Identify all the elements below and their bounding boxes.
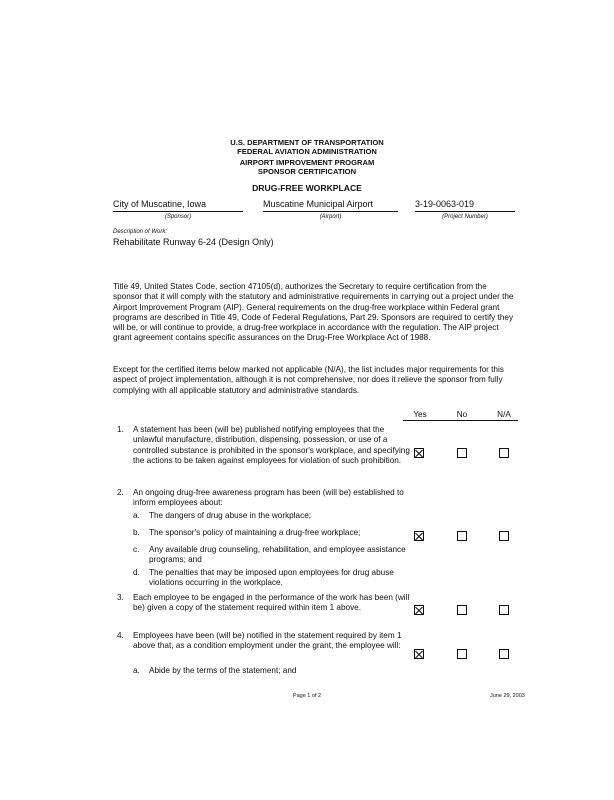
- item-number: 1.: [117, 425, 124, 434]
- airport-caption: (Airport): [319, 214, 342, 220]
- item-3-na-checkbox[interactable]: [499, 605, 509, 615]
- sub-text: The penalties that may be imposed upon employees for drug abuse violations occurring in the workplace.: [149, 568, 394, 588]
- sub-text: The dangers of drug abuse in the workplace;: [149, 511, 312, 520]
- column-na: N/A: [497, 410, 511, 419]
- work-description-caption: Description of Work:: [113, 229, 168, 235]
- sub-number: a.: [133, 511, 140, 520]
- item-4-yes-checkbox[interactable]: [414, 649, 424, 659]
- airport-field: Muscatine Municipal Airport: [263, 199, 398, 212]
- item-1-na-checkbox[interactable]: [499, 448, 509, 458]
- column-yes: Yes: [413, 410, 427, 419]
- sub-number: c.: [133, 545, 140, 554]
- item-text: An ongoing drug-free awareness program has been (will be) established to inform employees about:: [133, 488, 404, 508]
- sub-number: b.: [133, 528, 140, 537]
- sub-text: Abide by the terms of the statement; and: [149, 666, 297, 675]
- program-heading: AIRPORT IMPROVEMENT PROGRAM SPONSOR CERTIFICATION: [239, 158, 375, 176]
- item-1-yes-checkbox[interactable]: [414, 448, 424, 458]
- sponsor-caption: (Sponsor): [164, 214, 192, 220]
- item-3-no-checkbox[interactable]: [457, 605, 467, 615]
- item-number: 4.: [117, 631, 124, 640]
- work-description: Rehabilitate Runway 6-24 (Design Only): [113, 237, 274, 247]
- sub-text: The sponsor's policy of maintaining a drug-free workplace;: [149, 528, 361, 537]
- item-text: Employees have been (will be) notified in the statement required by item 1 above that, as a condition employment under the grant, the employee will:: [133, 631, 402, 651]
- form-title: DRUG-FREE WORKPLACE: [252, 183, 362, 193]
- item-2-no-checkbox[interactable]: [457, 531, 467, 541]
- sponsor-field: City of Muscatine, Iowa: [113, 199, 243, 212]
- item-number: 3.: [117, 593, 124, 602]
- dept-heading: U.S. DEPARTMENT OF TRANSPORTATION FEDERAL AVIATION ADMINISTRATION: [230, 138, 384, 156]
- revision-date: June 29, 2003: [490, 693, 525, 699]
- item-2-yes-checkbox[interactable]: [414, 531, 424, 541]
- exception-paragraph: Except for the certified items below marked not applicable (N/A), the list includes major requirements for this aspect of project implementation, although it is not comprehensive, nor does it relieve the sponsor from fully complying with all applicable statutory and administrative standards.: [113, 365, 504, 395]
- column-rule: [403, 420, 518, 421]
- intro-paragraph: Title 49, United States Code, section 47105(d), authorizes the Secretary to require certification from the sponsor that it will comply with the statutory and administrative requirements in carrying out a project under the Airport Improvement Program (AIP). General requirements on the drug-free workplace within Federal grant programs are described in Title 49, Code of Federal Regulations, Part 29. Sponsors are required to certify they will be, or will continue to provide, a drug-free workplace in accordance with the regulation. The AIP project grant agreement contains specific assurances on the Drug-Free Workplace Act of 1988.: [113, 282, 514, 343]
- page-number: Page 1 of 2: [292, 693, 322, 699]
- item-1-no-checkbox[interactable]: [457, 448, 467, 458]
- column-no: No: [456, 410, 468, 419]
- item-4-no-checkbox[interactable]: [457, 649, 467, 659]
- project-number-field: 3-19-0063-019: [415, 199, 515, 212]
- item-4-na-checkbox[interactable]: [499, 649, 509, 659]
- item-number: 2.: [117, 488, 124, 497]
- item-text: Each employee to be engaged in the performance of the work has been (will be) given a copy of the statement required within item 1 above.: [133, 593, 410, 613]
- project-number-caption: (Project Number): [442, 214, 488, 220]
- sub-number: d.: [133, 568, 140, 577]
- item-text: A statement has been (will be) published notifying employees that the unlawful manufacture, distribution, dispensing, possession, or use of a controlled substance is prohibited in the sponsor's workplace, and specifying the actions to be taken against employees for violation of such prohibition.: [133, 425, 410, 465]
- sub-number: a.: [133, 666, 140, 675]
- item-3-yes-checkbox[interactable]: [414, 605, 424, 615]
- sub-text: Any available drug counseling, rehabilitation, and employee assistance programs; and: [149, 545, 406, 565]
- item-2-na-checkbox[interactable]: [499, 531, 509, 541]
